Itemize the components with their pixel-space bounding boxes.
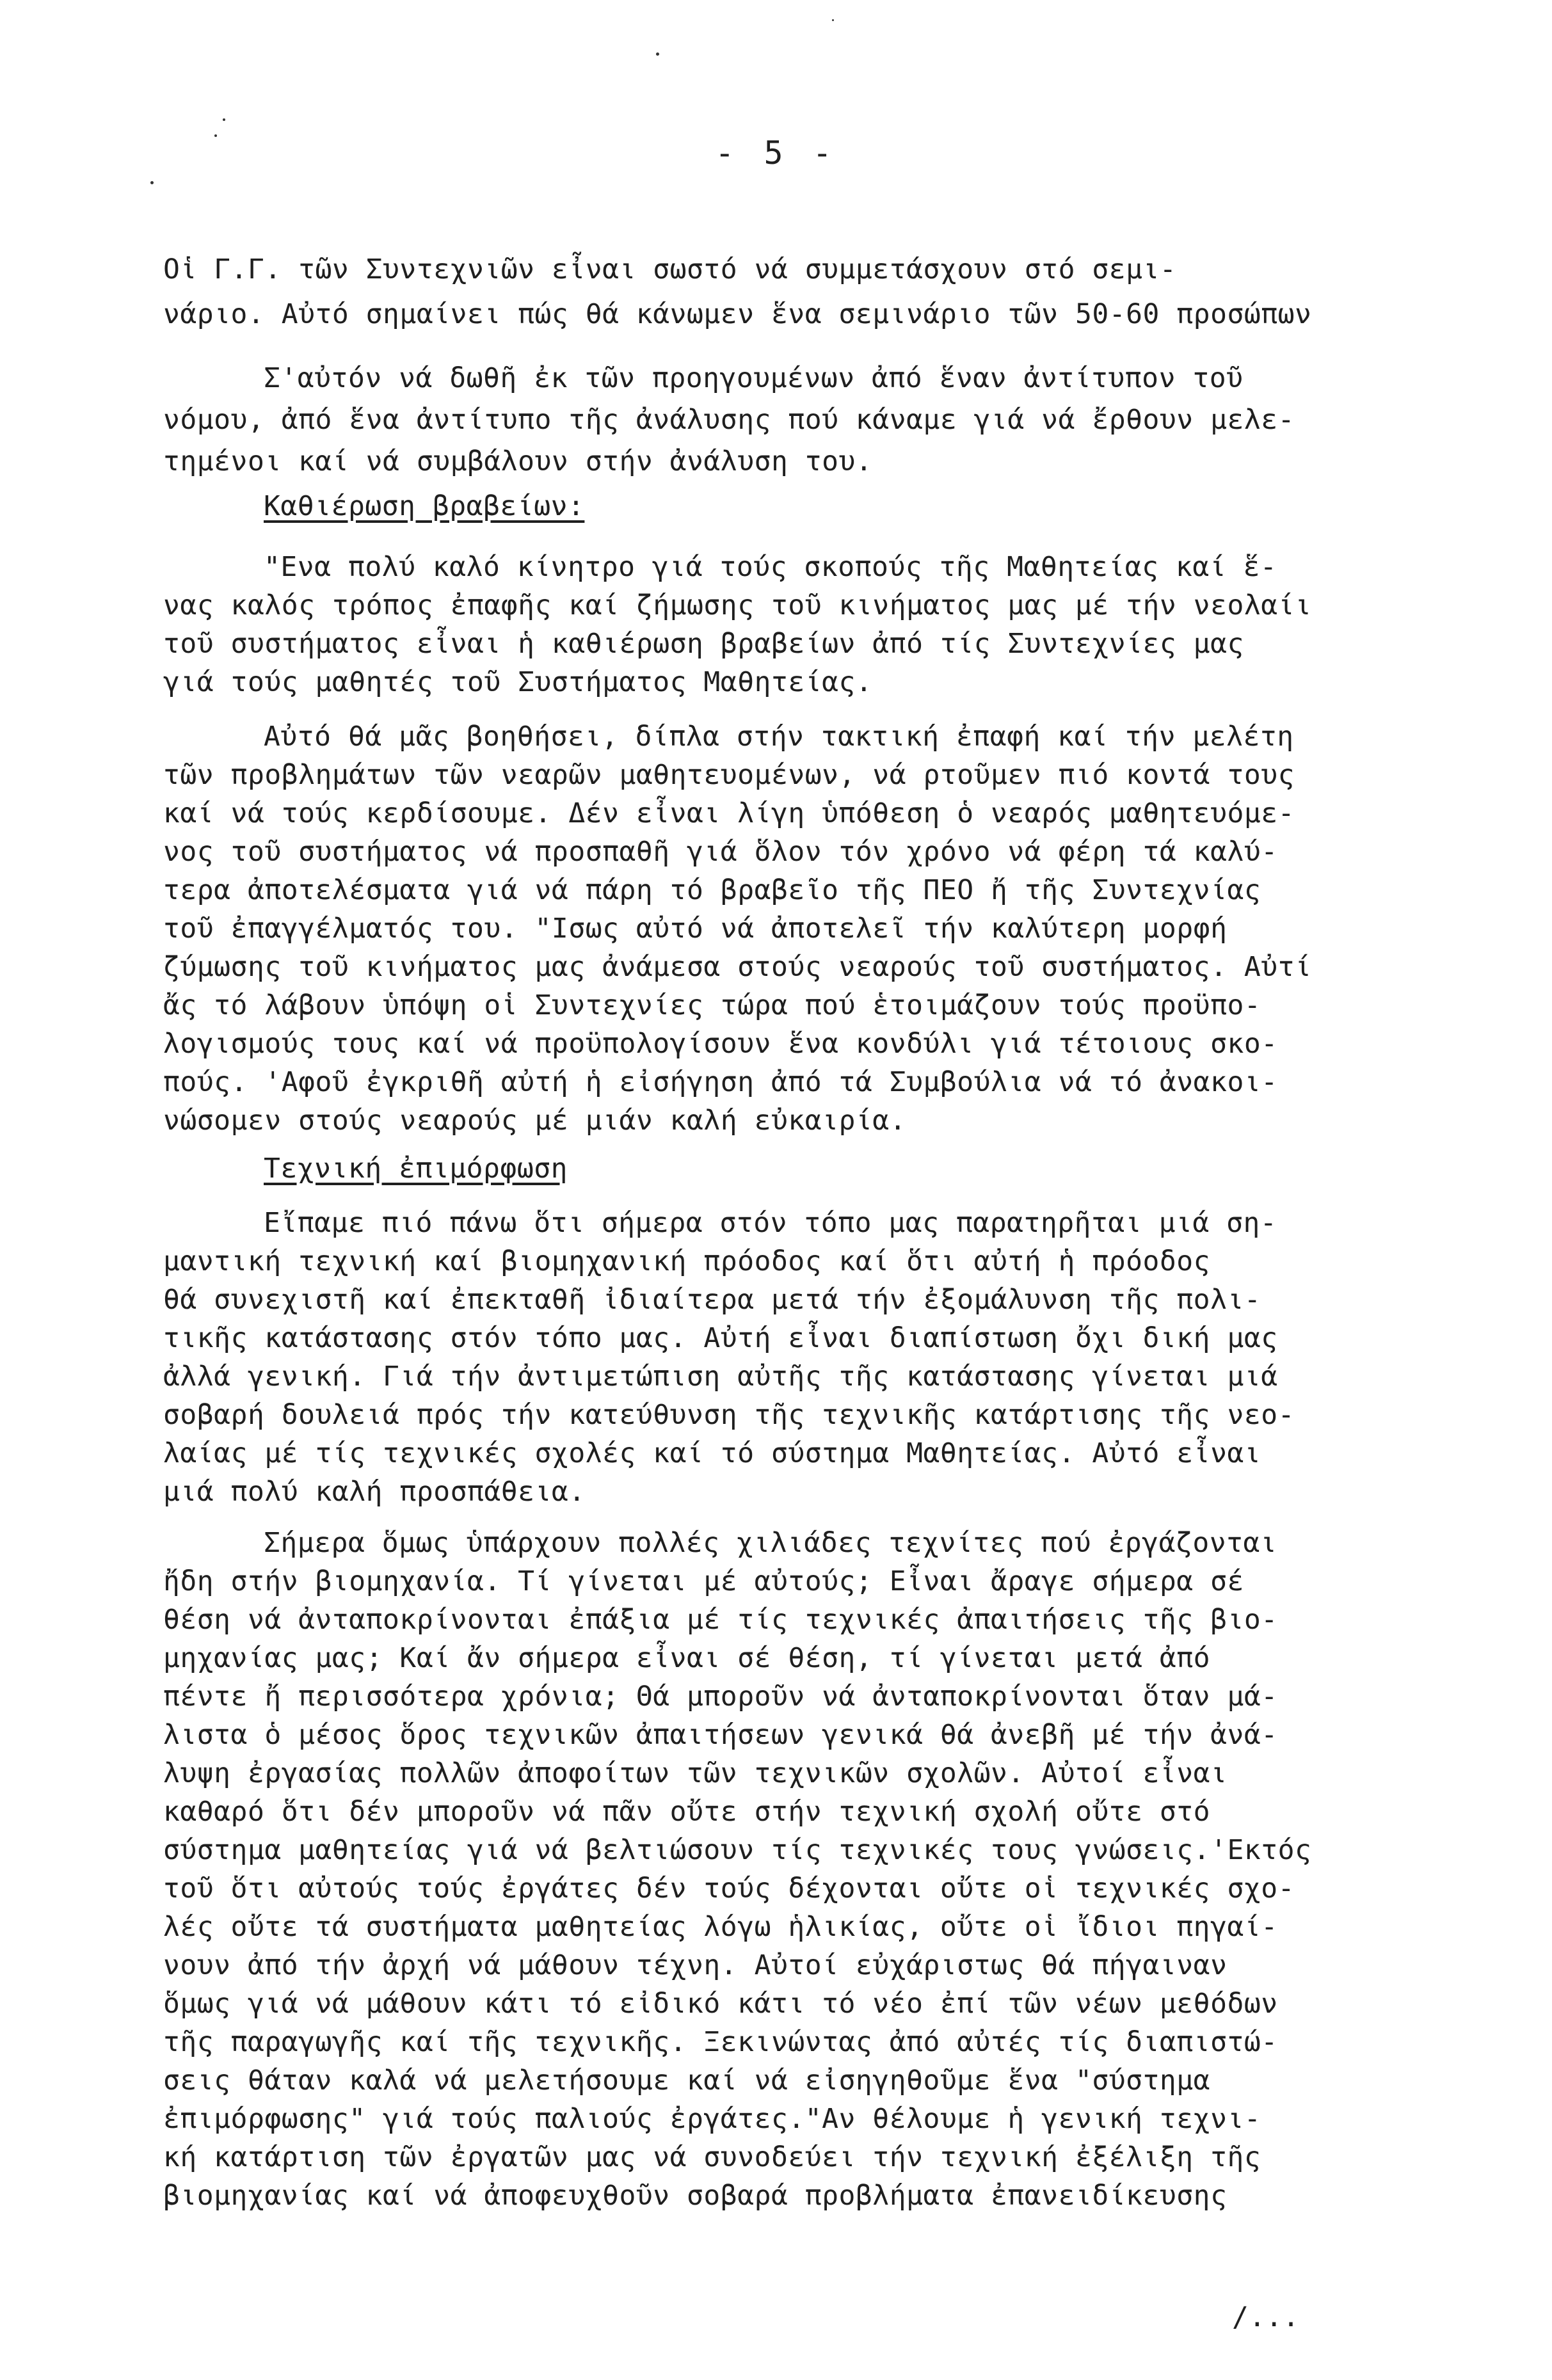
text-line: τικῆς κατάστασης στόν τόπο μας. Αὐτή εἶναι διαπίστωση ὄχι δική μας: [163, 1322, 1278, 1354]
section-heading-awards: Καθιέρωση βραβείων:: [264, 490, 585, 522]
text-line: Εἴπαμε πιό πάνω ὅτι σήμερα στόν τόπο μας παρατηρῆται μιά ση-: [264, 1207, 1277, 1239]
ink-speck: [223, 118, 225, 121]
text-line: τοῦ συστήματος εἶναι ἡ καθιέρωση βραβείων ἀπό τίς Συντεχνίες μας: [163, 628, 1244, 660]
ink-speck: [150, 181, 154, 184]
text-line: μηχανίας μας; Καί ἄν σήμερα εἶναι σέ θέση, τί γίνεται μετά ἀπό: [163, 1642, 1211, 1674]
text-line: θέση νά ἀνταποκρίνονται ἐπάξια μέ τίς τεχνικές ἀπαιτήσεις τῆς βιο-: [163, 1604, 1278, 1636]
text-line: τερα ἀποτελέσματα γιά νά πάρη τό βραβεῖο τῆς ΠΕΟ ἤ τῆς Συντεχνίας: [163, 874, 1261, 906]
text-line: θά συνεχιστῆ καί ἐπεκταθῆ ἰδιαίτερα μετά τήν ἐξομάλυνση τῆς πολι-: [163, 1284, 1261, 1316]
text-line: τοῦ ὅτι αὐτούς τούς ἐργάτες δέν τούς δέχονται οὔτε οἱ τεχνικές σχο-: [163, 1873, 1295, 1905]
text-line: Αὐτό θά μᾶς βοηθήσει, δίπλα στήν τακτική ἐπαφή καί τήν μελέτη: [264, 721, 1294, 753]
text-line: νουν ἀπό τήν ἀρχή νά μάθουν τέχνη. Αὐτοί εὐχάριστως θά πήγαιναν: [163, 1949, 1228, 1981]
text-line: γιά τούς μαθητές τοῦ Συστήματος Μαθητείας.: [163, 666, 873, 698]
text-line: πέντε ἤ περισσότερα χρόνια; Θά μποροῦν νά ἀνταποκρίνονται ὅταν μά-: [163, 1681, 1278, 1713]
text-line: τῆς παραγωγῆς καί τῆς τεχνικῆς. Ξεκινώντας ἀπό αὐτές τίς διαπιστώ-: [163, 2026, 1278, 2058]
text-line: μιά πολύ καλή προσπάθεια.: [163, 1476, 586, 1508]
section-heading-technical-training: Τεχνική ἐπιμόρφωση: [264, 1153, 568, 1185]
text-line: "Ενα πολύ καλό κίνητρο γιά τούς σκοπούς τῆς Μαθητείας καί ἕ-: [264, 551, 1277, 583]
ink-speck: [656, 52, 659, 56]
text-line: καθαρό ὅτι δέν μποροῦν νά πᾶν οὔτε στήν τεχνική σχολή οὔτε στό: [163, 1796, 1211, 1828]
text-line: καί νά τούς κερδίσουμε. Δέν εἶναι λίγη ὑπόθεση ὁ νεαρός μαθητευόμε-: [163, 797, 1295, 829]
text-line: τῶν προβλημάτων τῶν νεαρῶν μαθητευομένων, νά ρτοῦμεν πιό κοντά τους: [163, 759, 1295, 791]
text-line: ἤδη στήν βιομηχανία. Τί γίνεται μέ αὐτούς; Εἶναι ἄραγε σήμερα σέ: [163, 1565, 1244, 1597]
continuation-mark: /...: [1232, 2301, 1300, 2333]
page-number: - 5 -: [715, 134, 837, 172]
text-line: λαίας μέ τίς τεχνικές σχολές καί τό σύστημα Μαθητείας. Αὐτό εἶναι: [163, 1437, 1261, 1469]
text-line: βιομηχανίας καί νά ἀποφευχθοῦν σοβαρά προβλήματα ἐπανειδίκευσης: [163, 2180, 1228, 2212]
text-line: σύστημα μαθητείας γιά νά βελτιώσουν τίς τεχνικές τους γνώσεις.'Εκτός: [163, 1834, 1312, 1866]
text-line: Σ'αὐτόν νά δωθῆ ἐκ τῶν προηγουμένων ἀπό ἕναν ἀντίτυπον τοῦ: [264, 362, 1244, 394]
text-line: νόμου, ἀπό ἕνα ἀντίτυπο τῆς ἀνάλυσης πού κάναμε γιά νά ἔρθουν μελε-: [163, 404, 1295, 436]
text-line: Σήμερα ὅμως ὑπάρχουν πολλές χιλιάδες τεχνίτες πού ἐργάζονται: [264, 1527, 1277, 1559]
text-line: πούς. 'Αφοῦ ἐγκριθῆ αὐτή ἡ εἰσήγηση ἀπό τά Συμβούλια νά τό ἀνακοι-: [163, 1066, 1278, 1098]
text-line: Οἱ Γ.Γ. τῶν Συντεχνιῶν εἶναι σωστό νά συμμετάσχουν στό σεμι-: [163, 253, 1177, 285]
text-line: κή κατάρτιση τῶν ἐργατῶν μας νά συνοδεύει τήν τεχνική ἐξέλιξη τῆς: [163, 2141, 1261, 2173]
text-line: τοῦ ἐπαγγέλματός του. "Ισως αὐτό νά ἀποτελεῖ τήν καλύτερη μορφή: [163, 913, 1228, 945]
text-line: λογισμούς τους καί νά προϋπολογίσουν ἕνα κονδύλι γιά τέτοιους σκο-: [163, 1028, 1278, 1060]
text-line: λυψη ἐργασίας πολλῶν ἀποφοίτων τῶν τεχνικῶν σχολῶν. Αὐτοί εἶναι: [163, 1757, 1228, 1789]
text-line: ἀλλά γενική. Γιά τήν ἀντιμετώπιση αὐτῆς τῆς κατάστασης γίνεται μιά: [163, 1361, 1278, 1393]
text-line: σοβαρή δουλειά πρός τήν κατεύθυνση τῆς τεχνικῆς κατάρτισης τῆς νεο-: [163, 1399, 1295, 1431]
text-line: ἄς τό λάβουν ὑπόψη οἱ Συντεχνίες τώρα πού ἑτοιμάζουν τούς προϋπο-: [163, 989, 1261, 1021]
text-line: ἐπιμόρφωσης" γιά τούς παλιούς ἐργάτες."Αν θέλουμε ἡ γενική τεχνι-: [163, 2103, 1261, 2135]
text-line: νος τοῦ συστήματος νά προσπαθῆ γιά ὅλον τόν χρόνο νά φέρη τά καλύ-: [163, 836, 1278, 868]
text-line: μαντική τεχνική καί βιομηχανική πρόοδος καί ὅτι αὐτή ἡ πρόοδος: [163, 1245, 1211, 1277]
text-line: σεις θάταν καλά νά μελετήσουμε καί νά εἰσηγηθοῦμε ἕνα "σύστημα: [163, 2065, 1211, 2096]
text-line: νάριο. Αὐτό σημαίνει πώς θά κάνωμεν ἕνα σεμινάριο τῶν 50-60 προσώπων: [163, 298, 1312, 330]
text-line: τημένοι καί νά συμβάλουν στήν ἀνάλυση του.: [163, 445, 873, 477]
text-line: ὅμως γιά νά μάθουν κάτι τό εἰδικό κάτι τό νέο ἐπί τῶν νέων μεθόδων: [163, 1988, 1278, 2020]
ink-speck: [832, 19, 834, 21]
text-line: λές οὔτε τά συστήματα μαθητείας λόγω ἡλικίας, οὔτε οἱ ἴδιοι πηγαί-: [163, 1911, 1278, 1943]
text-line: νας καλός τρόπος ἐπαφῆς καί ζήμωσης τοῦ κινήματος μας μέ τήν νεολαίι: [163, 589, 1312, 621]
text-line: νώσομεν στούς νεαρούς μέ μιάν καλή εὐκαιρία.: [163, 1105, 907, 1137]
text-line: λιστα ὁ μέσος ὅρος τεχνικῶν ἀπαιτήσεων γενικά θά ἀνεβῆ μέ τήν ἀνά-: [163, 1719, 1278, 1751]
text-line: ζύμωσης τοῦ κινήματος μας ἀνάμεσα στούς νεαρούς τοῦ συστήματος. Αὐτί: [163, 951, 1312, 983]
